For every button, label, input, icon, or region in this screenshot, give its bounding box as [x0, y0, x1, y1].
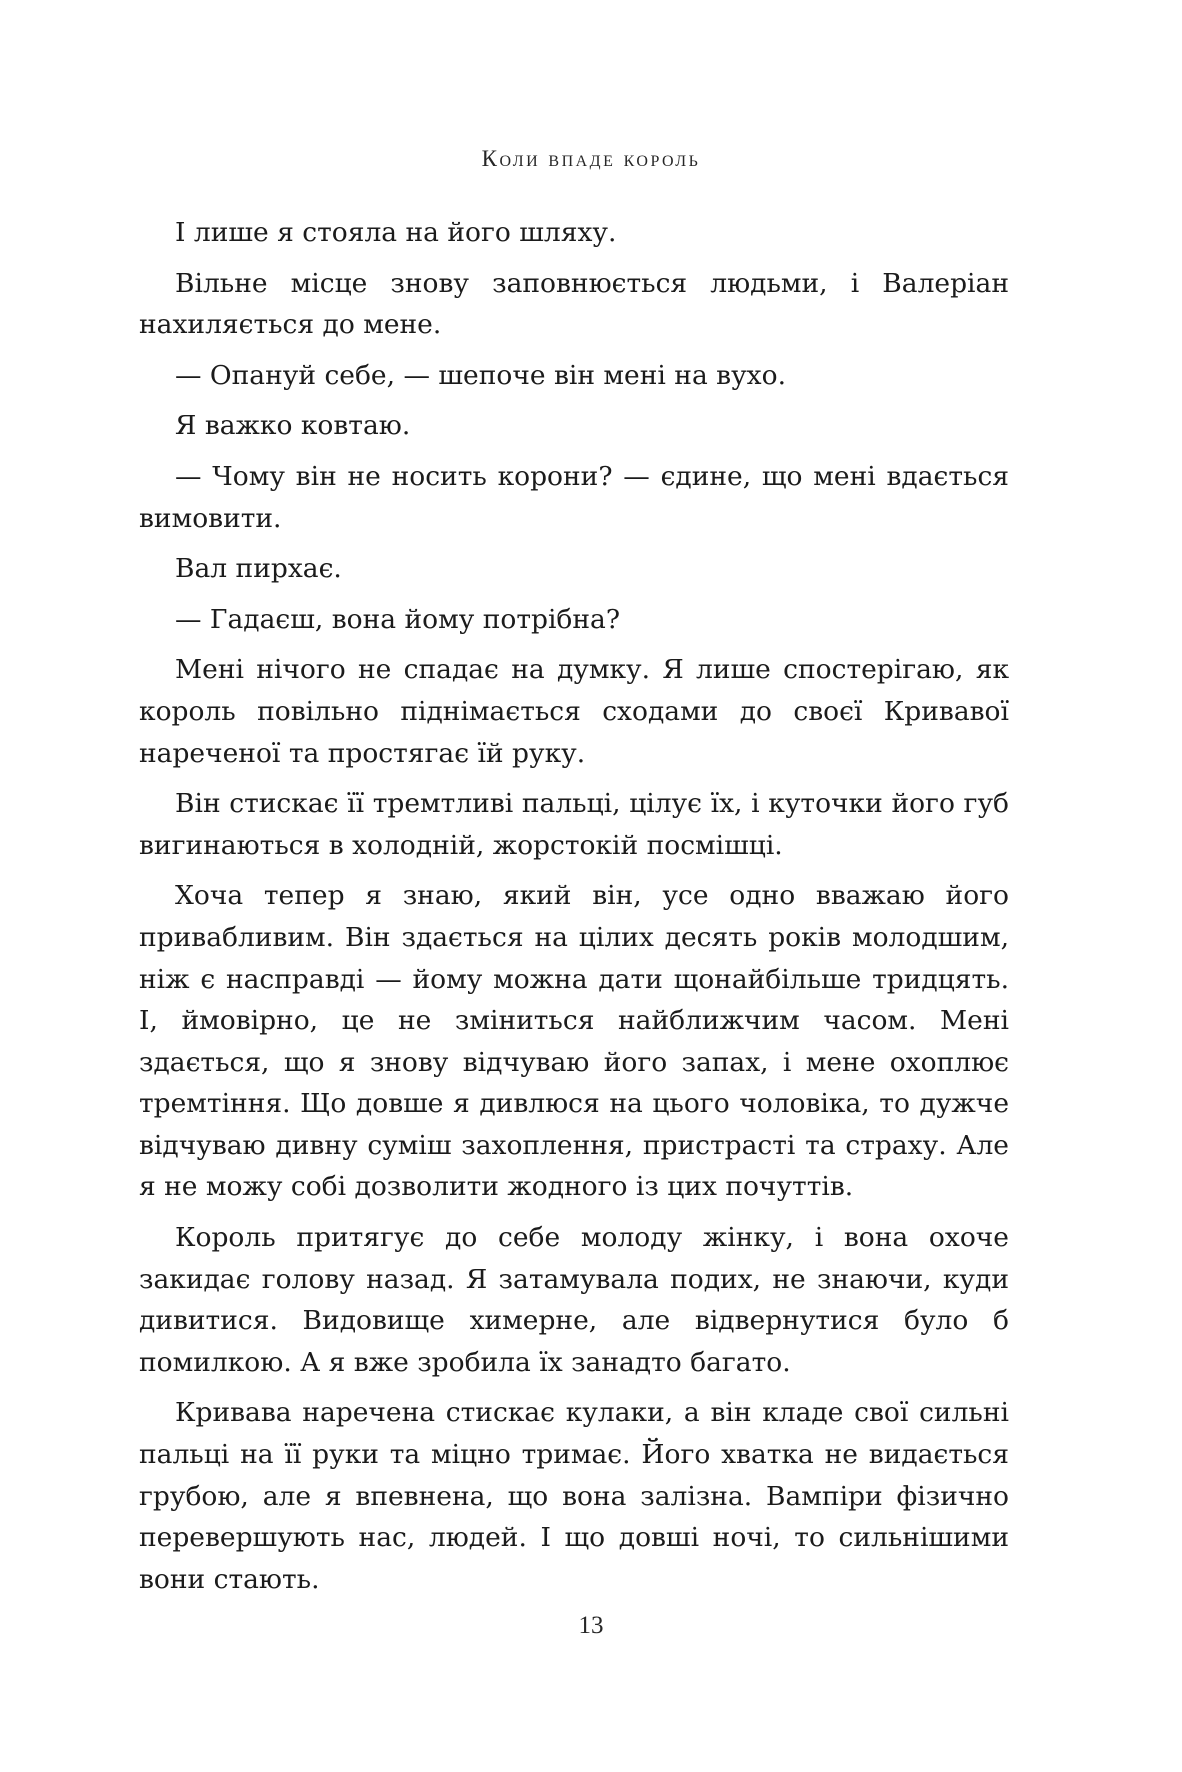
paragraph: Вал пирхає. [175, 553, 342, 585]
paragraph: Кривава наречена стискає кулаки, а він кладе свої сильні пальці на її руки та міцно тримає. Його хватка не видається грубою, але я впевнена, що вона залізна. Вампіри фізично перевершують нас, людей. І що довші ночі, то сильнішими вони стають. [139, 1397, 1009, 1595]
paragraph: — Гадаєш, вона йому потрібна? [175, 603, 621, 635]
paragraph: Вільне місце знову заповнюється людьми, і Валеріан нахиляється до мене. [139, 267, 1009, 341]
paragraph: Я важко ковтаю. [175, 410, 411, 442]
paragraph: Хоча тепер я знаю, який він, усе одно вважаю його привабливим. Він здається на цілих десять років молодшим, ніж є насправді — йому можна дати щонайбільше тридцять. І, ймовірно, це не зміниться найближчим часом. Мені здається, що я знову відчуваю його запах, і мене охоплює тремтіння. Що довше я дивлюся на цього чоловіка, то дужче відчуваю дивну суміш захоплення, пристрасті та страху. Але я не можу собі дозволити жодного із цих почуттів. [139, 880, 1009, 1203]
body-text [139, 212, 1009, 1609]
paragraph: Король притягує до себе молоду жінку, і вона охоче закидає голову назад. Я затамувала подих, не знаючи, куди дивитися. Видовище химерне, але відвернутися було б помилкою. А я вже зробила їх занадто багато. [139, 1222, 1009, 1378]
page-number: 13 [578, 1612, 604, 1639]
paragraph: Мені нічого не спадає на думку. Я лише спостерігаю, як король повільно піднімається сходами до своєї Кривавої нареченої та простягає їй руку. [139, 654, 1009, 769]
paragraph: — Чому він не носить корони? — єдине, що мені вдається вимовити. [139, 460, 1009, 534]
running-head: Коли впаде король [481, 146, 701, 171]
paragraph: — Опануй себе, — шепоче він мені на вухо. [175, 359, 787, 391]
paragraph: І лише я стояла на його шляху. [175, 217, 617, 248]
paragraph: Він стискає її тремтливі пальці, цілує їх, і куточки його губ вигинаються в холодній, жорстокій посмішці. [139, 788, 1009, 861]
